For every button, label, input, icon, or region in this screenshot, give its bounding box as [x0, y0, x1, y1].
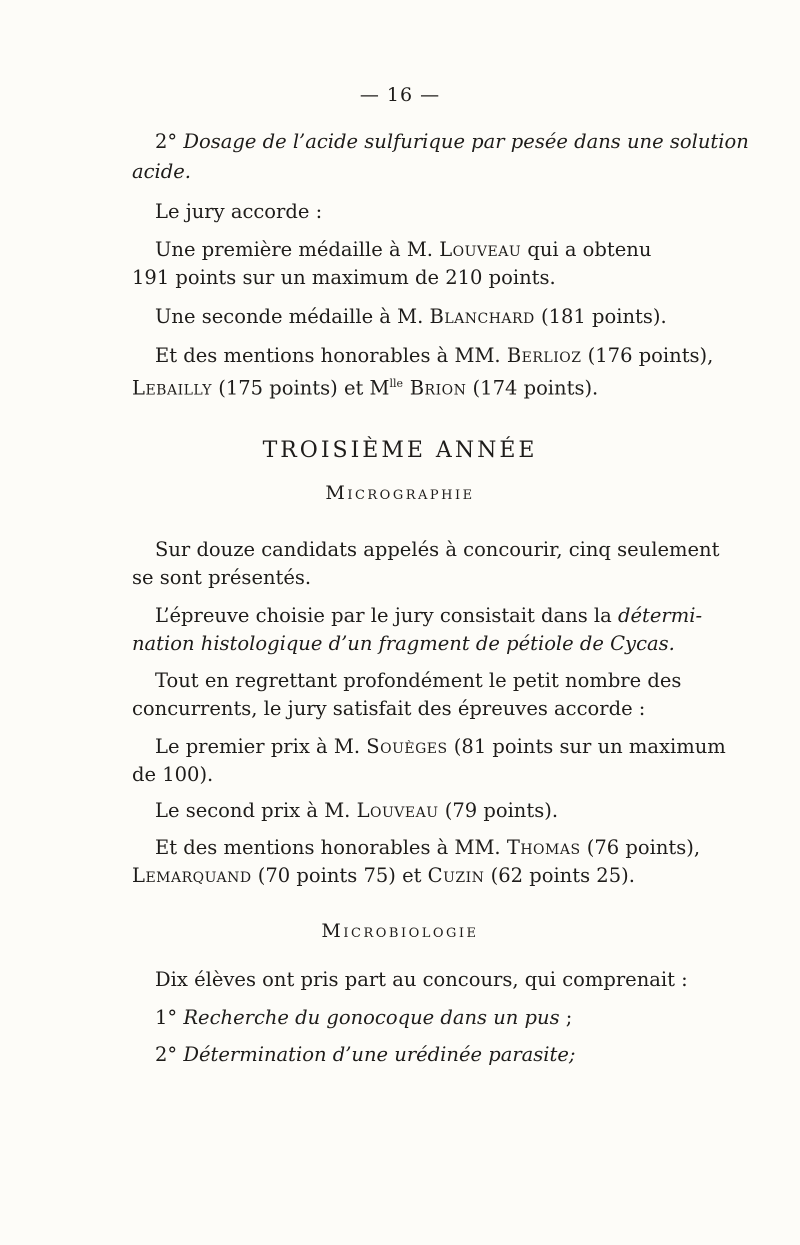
list-item-2: [155, 1041, 576, 1069]
regret-line1: Tout en regrettant profondément le petit nombre des: [155, 669, 682, 692]
dosage-number: 2°: [155, 130, 178, 153]
title-abbrev: lle: [389, 377, 404, 390]
second-medal-line: [155, 303, 667, 331]
epreuve-text: L’épreuve choisie par le jury consistait dans la: [155, 604, 618, 627]
epreuve-line1: [155, 602, 702, 630]
first-prize-line1: [155, 733, 726, 761]
mentions-points: (174 points).: [466, 376, 599, 400]
page-number: — 16 —: [359, 84, 441, 106]
mentions-text: Et des mentions honorables à MM.: [155, 344, 507, 367]
item-punctuation: ;: [559, 1006, 573, 1029]
mentions2-line1: [155, 834, 700, 862]
mentions-points: (176 points),: [581, 344, 714, 367]
first-medal-line1: [155, 236, 651, 264]
item-number: 1°: [155, 1006, 178, 1029]
person-name: Cuzin: [427, 864, 485, 887]
mentions-text: Et des mentions honorables à MM.: [155, 836, 507, 859]
person-name: Souèges: [366, 735, 448, 758]
mentions-line1: [155, 342, 713, 370]
list-item-1: [155, 1004, 572, 1032]
second-medal-text: Une seconde médaille à M.: [155, 305, 430, 328]
section-heading-third-year: TROISIÈME ANNÉE: [262, 438, 538, 463]
mentions-text: (70 points 75) et: [251, 864, 428, 887]
item-number: 2°: [155, 1043, 178, 1066]
first-medal-text: Une première médaille à M.: [155, 238, 440, 261]
first-prize-text: Le premier prix à M.: [155, 735, 367, 758]
person-name: Berlioz: [506, 344, 582, 367]
person-name: Lebailly: [132, 376, 213, 400]
mentions-text: (175 points) et M: [212, 376, 390, 400]
first-prize-line2: de 100).: [132, 763, 214, 786]
mentions-points: (76 points),: [580, 836, 701, 859]
epreuve-line2: nation histologique d’un fragment de pétiole de Cycas.: [132, 632, 675, 655]
person-name: Blanchard: [429, 305, 535, 328]
item-text: Détermination d’une urédinée parasite;: [183, 1043, 576, 1066]
dosage-title-line1: [155, 128, 749, 156]
subheading-micrographie: Micrographie: [325, 482, 475, 504]
epreuve-subject: détermi-: [618, 604, 703, 627]
person-name: Louveau: [439, 238, 522, 261]
mentions-line2: [132, 370, 598, 403]
candidates-line2: se sont présentés.: [132, 566, 312, 589]
second-prize-text: Le second prix à M.: [155, 799, 357, 822]
jury-accorde-text: Le jury accorde :: [155, 200, 323, 223]
first-medal-line2: 191 points sur un maximum de 210 points.: [132, 266, 556, 289]
second-prize-points: (79 points).: [438, 799, 559, 822]
first-prize-points: (81 points sur un maximum: [447, 735, 726, 758]
dosage-title-line2: acide.: [132, 160, 192, 183]
dosage-title: Dosage de l’acide sulfurique par pesée dans une solution: [183, 130, 749, 153]
mentions-points: (62 points 25).: [484, 864, 635, 887]
second-medal-points: (181 points).: [534, 305, 667, 328]
item-text: Recherche du gonocoque dans un pus: [183, 1006, 560, 1029]
person-name: Lemarquand: [132, 864, 252, 887]
microbio-intro: Dix élèves ont pris part au concours, qui comprenait :: [155, 968, 688, 991]
person-name: Brion: [403, 376, 467, 400]
person-name: Thomas: [506, 836, 581, 859]
mentions2-line2: [132, 862, 635, 890]
first-medal-text-end: qui a obtenu: [521, 238, 652, 261]
candidates-line1: Sur douze candidats appelés à concourir, cinq seulement: [155, 538, 720, 561]
regret-line2: concurrents, le jury satisfait des épreuves accorde :: [132, 697, 646, 720]
subheading-microbiologie: Microbiologie: [321, 920, 479, 942]
second-prize-line: [155, 797, 558, 825]
person-name: Louveau: [356, 799, 439, 822]
